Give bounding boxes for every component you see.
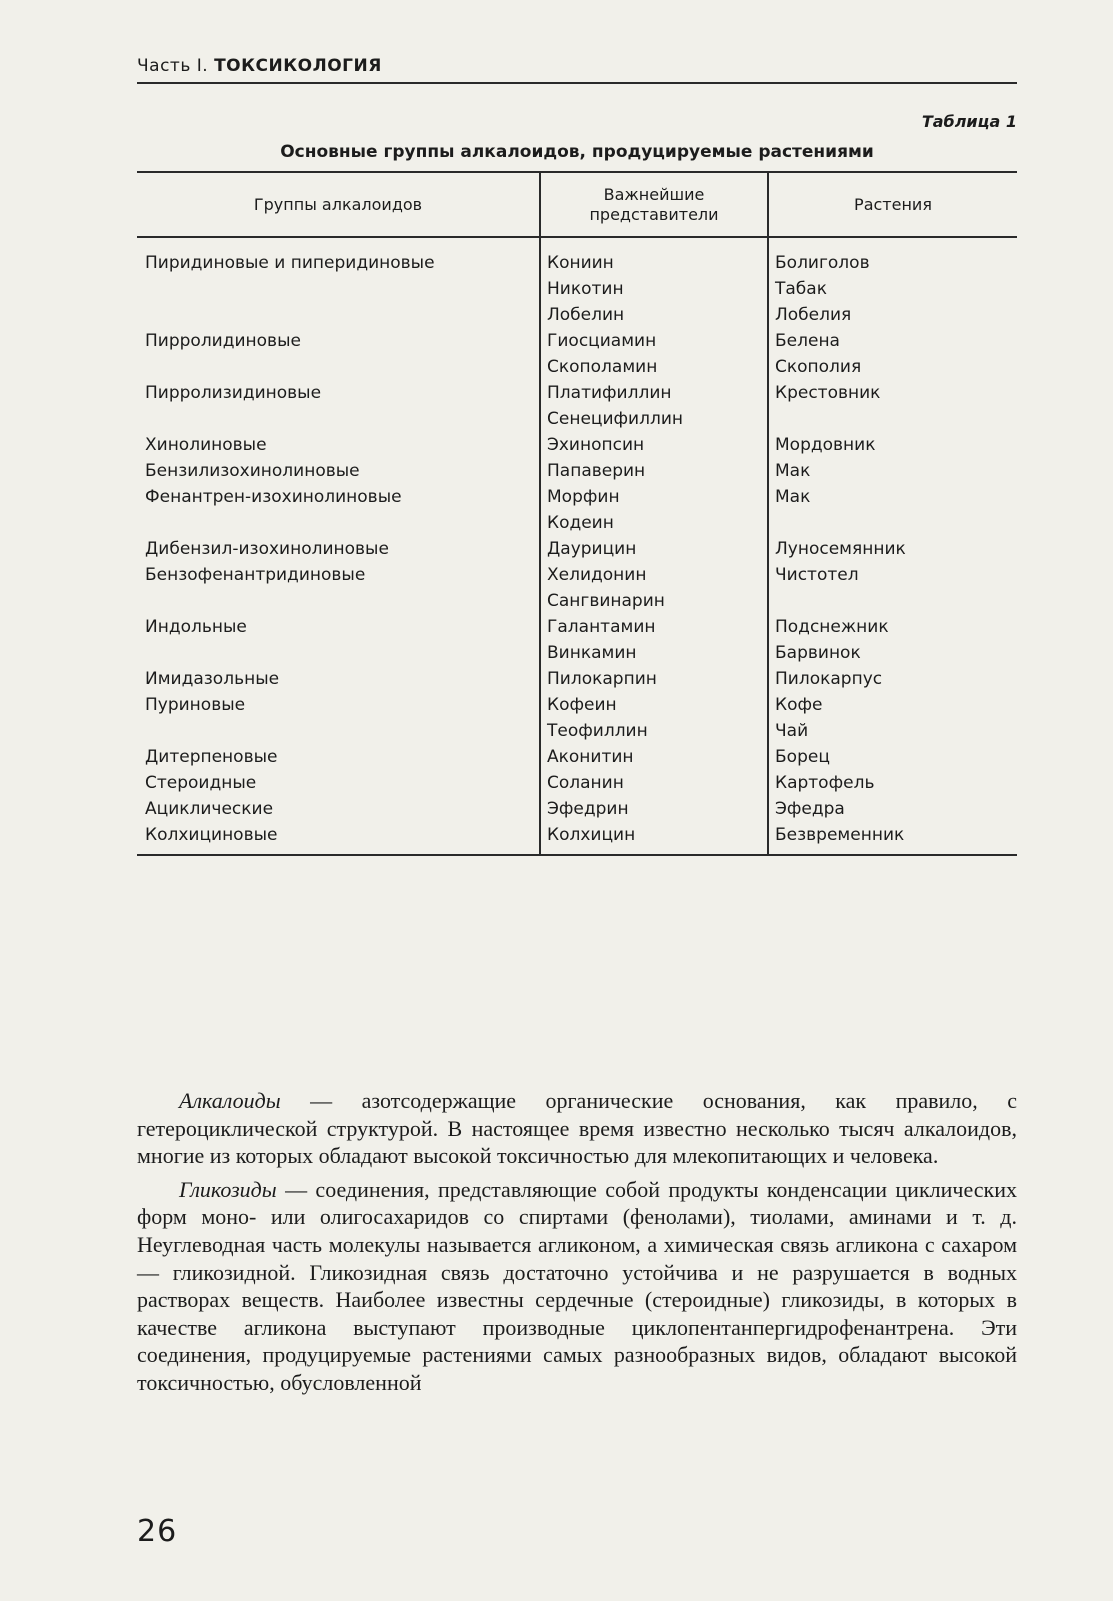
plant-name: Белена — [775, 331, 840, 351]
representative-name: Аконитин — [547, 747, 634, 767]
cell-plants — [768, 432, 1017, 458]
cell-representatives — [540, 237, 768, 328]
group-name: Имидазольные — [145, 669, 280, 689]
group-name: Бензофенантридиновые — [145, 565, 366, 585]
table-title: Основные группы алкалоидов, продуцируемые растениями — [280, 142, 874, 162]
cell-group — [137, 536, 540, 562]
representative-name: Колхицин — [547, 825, 636, 845]
table-row — [137, 237, 1017, 328]
plant-name: Табак — [775, 279, 827, 299]
table-row — [137, 536, 1017, 562]
representative-name: Кониин — [547, 253, 614, 273]
cell-plants — [768, 822, 1017, 855]
representative-name: Соланин — [547, 773, 624, 793]
group-name: Бензилизохинолиновые — [145, 461, 360, 481]
cell-group — [137, 380, 540, 432]
alkaloid-table — [137, 171, 1017, 856]
representative-name: Никотин — [547, 279, 624, 299]
cell-group — [137, 796, 540, 822]
representative-name: Галантамин — [547, 617, 656, 637]
cell-representatives — [540, 536, 768, 562]
cell-representatives — [540, 484, 768, 536]
plant-name: Эфедра — [775, 799, 845, 819]
representative-name: Платифиллин — [547, 383, 672, 403]
group-name: Пуриновые — [145, 695, 246, 715]
cell-plants — [768, 458, 1017, 484]
cell-group — [137, 770, 540, 796]
column-header-groups: Группы алкалоидов — [137, 172, 540, 237]
table-row — [137, 380, 1017, 432]
group-name: Фенантрен-изохинолиновые — [145, 487, 402, 507]
representative-name: Кофеин — [547, 695, 617, 715]
cell-representatives — [540, 458, 768, 484]
plant-name: Мак — [775, 487, 811, 507]
representative-name: Пилокарпин — [547, 669, 657, 689]
cell-representatives — [540, 822, 768, 855]
plant-name: Мак — [775, 461, 811, 481]
term-alkaloids: Алкалоиды — [179, 1088, 281, 1113]
paragraph-glycosides-text: — соединения, представляющие собой продукты конденсации циклических форм моно- или олигосахаридов со спиртами (фенолами), тиолами, аминами и т. д. Неуглеводная часть молекулы называется агликоном, а химическая связь агликона с сахаром — гликозидной. Гликозидная связь достаточно устойчива и не разрушается в водных растворах веществ. Наиболее известны сердечные (стероидные) гликозиды, в которых в качестве агликона выступают производные циклопентанпергидрофенантрена. Эти соединения, продуцируемые растениями самых разнообразных видов, обладают высокой токсичностью, обусловленной — [137, 1176, 1017, 1395]
term-glycosides: Гликозиды — [179, 1176, 277, 1202]
plant-name: Пилокарпус — [775, 669, 883, 689]
plant-name: Картофель — [775, 773, 875, 793]
plant-name: Лобелия — [775, 305, 852, 325]
cell-representatives — [540, 744, 768, 770]
plant-name: Чай — [775, 721, 809, 741]
representative-name: Эхинопсин — [547, 435, 645, 455]
cell-plants — [768, 796, 1017, 822]
cell-plants — [768, 770, 1017, 796]
cell-group — [137, 822, 540, 855]
representative-name: Морфин — [547, 487, 620, 507]
cell-group — [137, 237, 540, 328]
cell-group — [137, 744, 540, 770]
plant-name: Болиголов — [775, 253, 870, 273]
representative-name: Хелидонин — [547, 565, 647, 585]
representative-name: Лобелин — [547, 305, 625, 325]
table-row — [137, 822, 1017, 855]
plant-name: Луносемянник — [775, 539, 906, 559]
table-row — [137, 432, 1017, 458]
cell-group — [137, 614, 540, 666]
plant-name: Мордовник — [775, 435, 876, 455]
plant-name: Чистотел — [775, 565, 859, 585]
table-row — [137, 614, 1017, 666]
table-row — [137, 770, 1017, 796]
cell-group — [137, 666, 540, 692]
group-name: Колхициновые — [145, 825, 278, 845]
table-header-row — [137, 172, 1017, 237]
plant-name: Борец — [775, 747, 830, 767]
cell-plants — [768, 380, 1017, 432]
paragraph-glycosides — [137, 1176, 1017, 1397]
table-caption: Таблица 1 — [921, 112, 1017, 131]
plant-name: Кофе — [775, 695, 823, 715]
group-name: Пиридиновые и пиперидиновые — [145, 253, 435, 273]
cell-representatives — [540, 562, 768, 614]
representative-name: Сенецифиллин — [547, 409, 683, 429]
header-rule — [137, 82, 1017, 84]
representative-name: Винкамин — [547, 643, 637, 663]
cell-plants — [768, 692, 1017, 744]
body-text — [137, 1087, 1017, 1397]
representative-name: Теофиллин — [547, 721, 648, 741]
table-row — [137, 458, 1017, 484]
group-name: Пирролидиновые — [145, 331, 301, 351]
table-row — [137, 666, 1017, 692]
cell-representatives — [540, 380, 768, 432]
cell-representatives — [540, 614, 768, 666]
table-row — [137, 796, 1017, 822]
plant-name: Подснежник — [775, 617, 889, 637]
cell-plants — [768, 562, 1017, 614]
table-row — [137, 484, 1017, 536]
cell-representatives — [540, 666, 768, 692]
group-name: Дитерпеновые — [145, 747, 278, 767]
cell-group — [137, 484, 540, 536]
group-name: Ациклические — [145, 799, 274, 819]
cell-plants — [768, 237, 1017, 328]
representative-name: Скополамин — [547, 357, 658, 377]
cell-representatives — [540, 770, 768, 796]
column-header-plants: Растения — [768, 172, 1017, 237]
paragraph-alkaloids — [137, 1087, 1017, 1170]
running-head — [137, 56, 382, 76]
representative-name: Гиосциамин — [547, 331, 657, 351]
group-name: Хинолиновые — [145, 435, 267, 455]
cell-representatives — [540, 692, 768, 744]
group-name: Дибензил-изохинолиновые — [145, 539, 389, 559]
cell-plants — [768, 614, 1017, 666]
representative-name: Кодеин — [547, 513, 614, 533]
plant-name: Безвременник — [775, 825, 905, 845]
cell-plants — [768, 744, 1017, 770]
cell-plants — [768, 536, 1017, 562]
plant-name: Скополия — [775, 357, 862, 377]
plant-name: Крестовник — [775, 383, 881, 403]
plant-name: Барвинок — [775, 643, 861, 663]
table-body — [137, 237, 1017, 855]
cell-representatives — [540, 328, 768, 380]
cell-group — [137, 328, 540, 380]
group-name: Стероидные — [145, 773, 257, 793]
representative-name: Даурицин — [547, 539, 637, 559]
table-row — [137, 744, 1017, 770]
page-number: 26 — [137, 1514, 178, 1549]
representative-name: Папаверин — [547, 461, 646, 481]
table-row — [137, 562, 1017, 614]
group-name: Индольные — [145, 617, 247, 637]
table-row — [137, 328, 1017, 380]
cell-group — [137, 692, 540, 744]
cell-group — [137, 432, 540, 458]
running-head-title: ТОКСИКОЛОГИЯ — [214, 56, 382, 76]
column-header-representatives: Важнейшие представители — [540, 172, 768, 237]
cell-group — [137, 458, 540, 484]
group-name: Пирролизидиновые — [145, 383, 322, 403]
table-row — [137, 692, 1017, 744]
cell-plants — [768, 666, 1017, 692]
representative-name: Эфедрин — [547, 799, 629, 819]
cell-plants — [768, 484, 1017, 536]
cell-plants — [768, 328, 1017, 380]
cell-representatives — [540, 796, 768, 822]
cell-representatives — [540, 432, 768, 458]
cell-group — [137, 562, 540, 614]
representative-name: Сангвинарин — [547, 591, 665, 611]
running-head-part: Часть I. — [137, 56, 209, 76]
paragraph-alkaloids-text: — азотсодержащие органические основания, как правило, с гетероциклической структурой. В настоящее время известно несколько тысяч алкалоидов, многие из которых обладают высокой токсичностью для млекопитающих и человека. — [137, 1088, 1017, 1169]
